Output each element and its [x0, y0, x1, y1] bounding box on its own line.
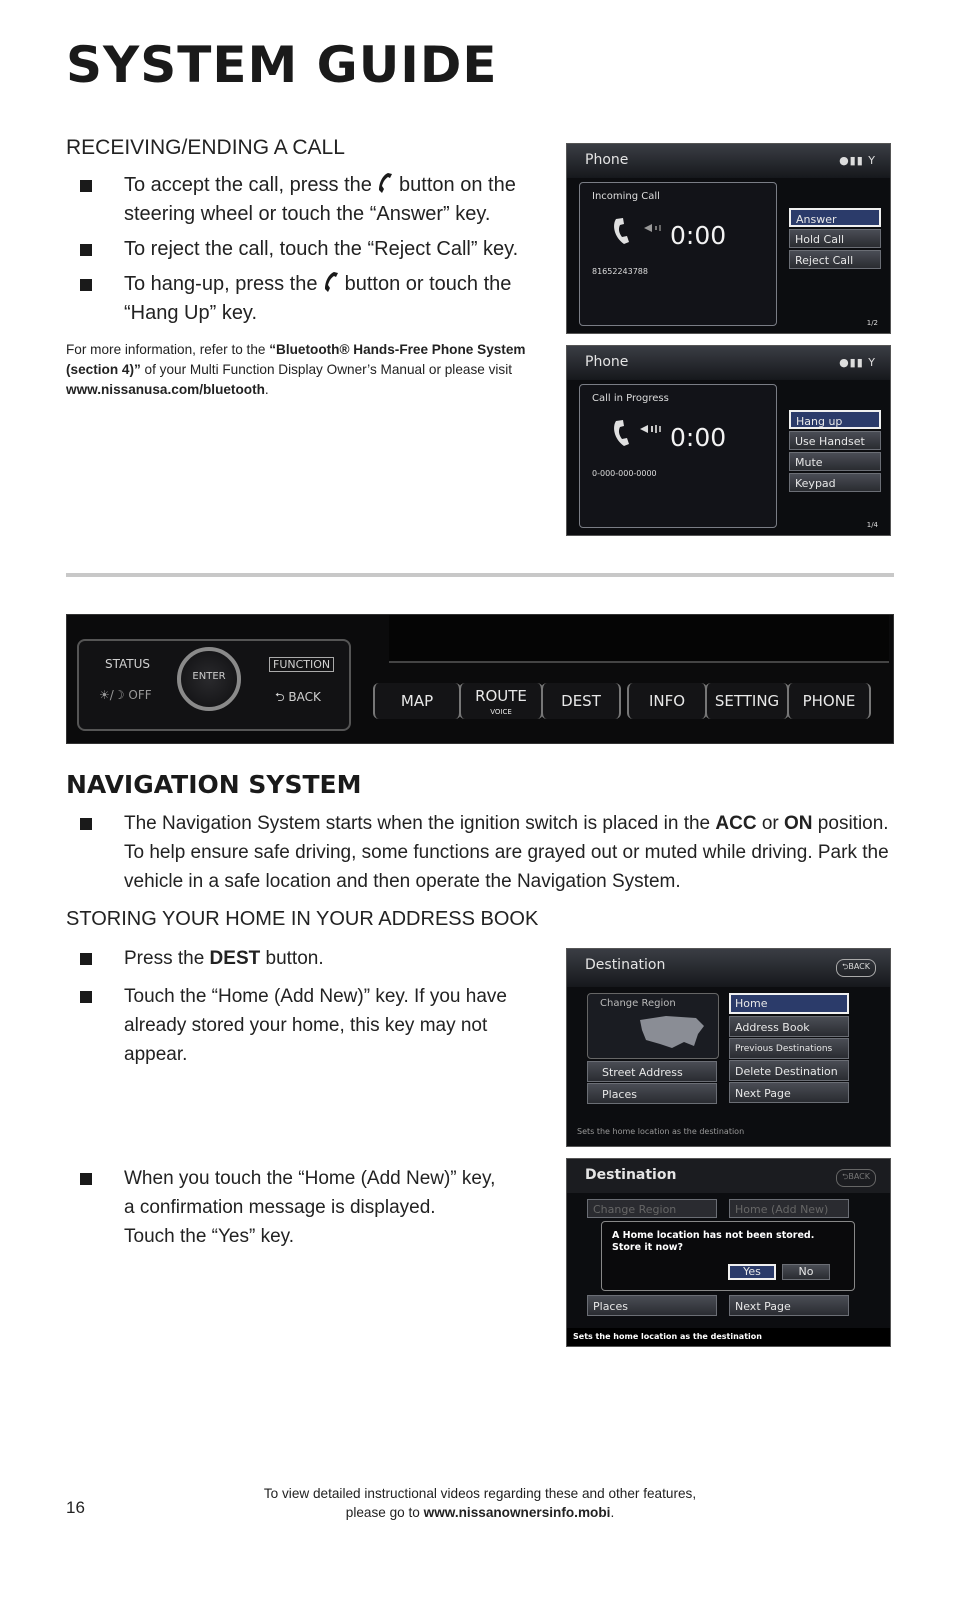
section-divider: [66, 573, 894, 577]
call-status-title: Incoming Call: [592, 191, 660, 202]
bullet-text: To accept the call, press the: [124, 174, 372, 196]
hint-bar: [567, 1328, 890, 1346]
caller-number: 0-000-000-0000: [592, 469, 657, 478]
next-page-button[interactable]: Next Page: [729, 1295, 849, 1316]
bullet-marker: [80, 244, 92, 256]
bluetooth-link[interactable]: www.nissanusa.com/bluetooth: [66, 382, 265, 397]
phone-handset-icon: [377, 172, 393, 194]
us-map-icon: [636, 1012, 708, 1052]
keypad-button[interactable]: Keypad: [789, 473, 881, 492]
bullet-reject-call: [80, 235, 530, 264]
signal-waves-icon: [644, 223, 664, 233]
previous-destinations-button[interactable]: Previous Destinations: [729, 1038, 849, 1059]
bullet-navigation-start: The Navigation System starts when the ignition switch is placed in the ACC or ON position. To help ensure safe driving, some functions are grayed out or muted while driving. Park the vehicle in a safe location and then operate the Navigation System.: [80, 809, 894, 896]
screen-header: Destination ⮌BACK: [567, 949, 890, 987]
screen-header: Phone ●▮▮ Y: [567, 346, 890, 380]
confirmation-dialog: [601, 1221, 855, 1291]
status-icons: ●▮▮ Y: [839, 154, 876, 167]
step-press-dest: Press the DEST button.: [80, 944, 540, 973]
bullet-marker: [80, 953, 92, 965]
answer-button[interactable]: Answer: [789, 208, 881, 227]
signal-waves-icon: [640, 423, 668, 435]
change-region-button[interactable]: Change Region: [587, 993, 719, 1059]
bullet-text: button on the steering wheel or touch the “Answer” key.: [124, 174, 516, 225]
bullet-text: To reject the call, touch the “Reject Call” key.: [124, 238, 519, 260]
call-info-box: [579, 384, 777, 528]
mute-button[interactable]: Mute: [789, 452, 881, 471]
display-off-button[interactable]: ☀/☽ OFF: [99, 688, 152, 702]
section-subheading-call: RECEIVING/ENDING A CALL: [66, 136, 345, 159]
dest-button[interactable]: DEST: [541, 683, 621, 719]
call-info-box: [579, 182, 777, 326]
call-timer: 0:00: [670, 221, 727, 250]
step-confirm-yes: When you touch the “Home (Add New)” key, a confirmation message is displayed. Touch the “Yes” key.: [80, 1164, 550, 1251]
no-button[interactable]: No: [782, 1264, 830, 1280]
setting-button[interactable]: SETTING: [705, 683, 789, 719]
page-title: SYSTEM GUIDE: [66, 36, 498, 94]
map-button[interactable]: MAP: [373, 683, 461, 719]
control-panel-image: [66, 614, 894, 744]
more-info-note: For more information, refer to the “Bluetooth® Hands-Free Phone System (section 4)” of your Multi Function Display Owner’s Manual or please visit www.nissanusa.com/bluetooth.: [66, 342, 526, 397]
display-bezel: [389, 615, 889, 663]
back-button[interactable]: ⮌BACK: [836, 959, 876, 977]
enter-dial[interactable]: [177, 647, 241, 711]
bullet-marker: [80, 180, 92, 192]
address-book-button[interactable]: Address Book: [729, 1016, 849, 1037]
status-icons: ●▮▮ Y: [839, 356, 876, 369]
phone-button[interactable]: PHONE: [787, 683, 871, 719]
page-footer: To view detailed instructional videos regarding these and other features, please go to www.nissanownersinfo.mobi.: [263, 1486, 697, 1520]
next-page-button[interactable]: Next Page: [729, 1082, 849, 1103]
reject-call-button[interactable]: Reject Call: [789, 250, 881, 269]
route-voice-label: VOICE: [490, 708, 512, 716]
home-confirmation-screen: [566, 1158, 891, 1347]
page-indicator: 1/4: [866, 521, 878, 529]
info-button[interactable]: INFO: [627, 683, 707, 719]
dialog-message: A Home location has not been stored. Store it now?: [612, 1230, 815, 1253]
home-button[interactable]: Home: [729, 993, 849, 1014]
home-add-new-button-dimmed: Home (Add New): [729, 1199, 849, 1218]
phone-handset-icon: [323, 271, 339, 293]
back-button[interactable]: ⮌ BACK: [275, 690, 321, 704]
enter-label: ENTER: [192, 671, 226, 682]
screen-header: Destination ⮌BACK: [567, 1159, 890, 1193]
hang-up-button[interactable]: Hang up: [789, 410, 881, 429]
bullet-marker: [80, 1173, 92, 1185]
handset-icon: [610, 419, 636, 449]
hold-call-button[interactable]: Hold Call: [789, 229, 881, 248]
call-status-title: Call in Progress: [592, 393, 669, 404]
use-handset-button[interactable]: Use Handset: [789, 431, 881, 450]
change-region-button-dimmed: Change Region: [587, 1199, 717, 1218]
screen-hint: Sets the home location as the destination: [577, 1127, 745, 1136]
bullet-text: button or touch the “Hang Up” key.: [124, 273, 512, 324]
owners-info-link[interactable]: www.nissanownersinfo.mobi: [423, 1505, 611, 1520]
places-button[interactable]: Places: [587, 1295, 717, 1316]
back-button[interactable]: ⮌BACK: [836, 1169, 876, 1187]
page-indicator: 1/2: [866, 319, 878, 327]
bullet-accept-call: [80, 171, 530, 229]
screen-hint: Sets the home location as the destination: [573, 1332, 762, 1341]
screen-header: Phone ●▮▮ Y: [567, 144, 890, 178]
status-button[interactable]: STATUS: [105, 657, 151, 671]
bullet-hang-up: [80, 270, 530, 328]
places-button[interactable]: Places: [587, 1083, 717, 1104]
call-timer: 0:00: [670, 423, 727, 452]
bullet-text: To hang-up, press the: [124, 273, 318, 295]
route-button[interactable]: ROUTE VOICE: [459, 683, 543, 719]
call-in-progress-screen: [566, 345, 891, 536]
delete-destination-button[interactable]: Delete Destination: [729, 1060, 849, 1081]
bullet-text: Touch the “Home (Add New)” key. If you have already stored your home, this key may not appear.: [124, 986, 507, 1065]
bullet-marker: [80, 991, 92, 1003]
destination-menu-screen: [566, 948, 891, 1147]
caller-number: 81652243788: [592, 267, 648, 276]
incoming-call-screen: [566, 143, 891, 334]
section-heading-navigation: NAVIGATION SYSTEM: [66, 770, 362, 799]
bullet-marker: [80, 818, 92, 830]
bullet-marker: [80, 279, 92, 291]
handset-icon: [610, 217, 636, 247]
section-subheading-home: STORING YOUR HOME IN YOUR ADDRESS BOOK: [66, 908, 539, 930]
yes-button[interactable]: Yes: [728, 1264, 776, 1280]
function-button[interactable]: FUNCTION: [269, 657, 334, 672]
step-touch-home: [80, 982, 550, 1069]
street-address-button[interactable]: Street Address: [587, 1061, 717, 1082]
page-number: 16: [66, 1498, 85, 1517]
